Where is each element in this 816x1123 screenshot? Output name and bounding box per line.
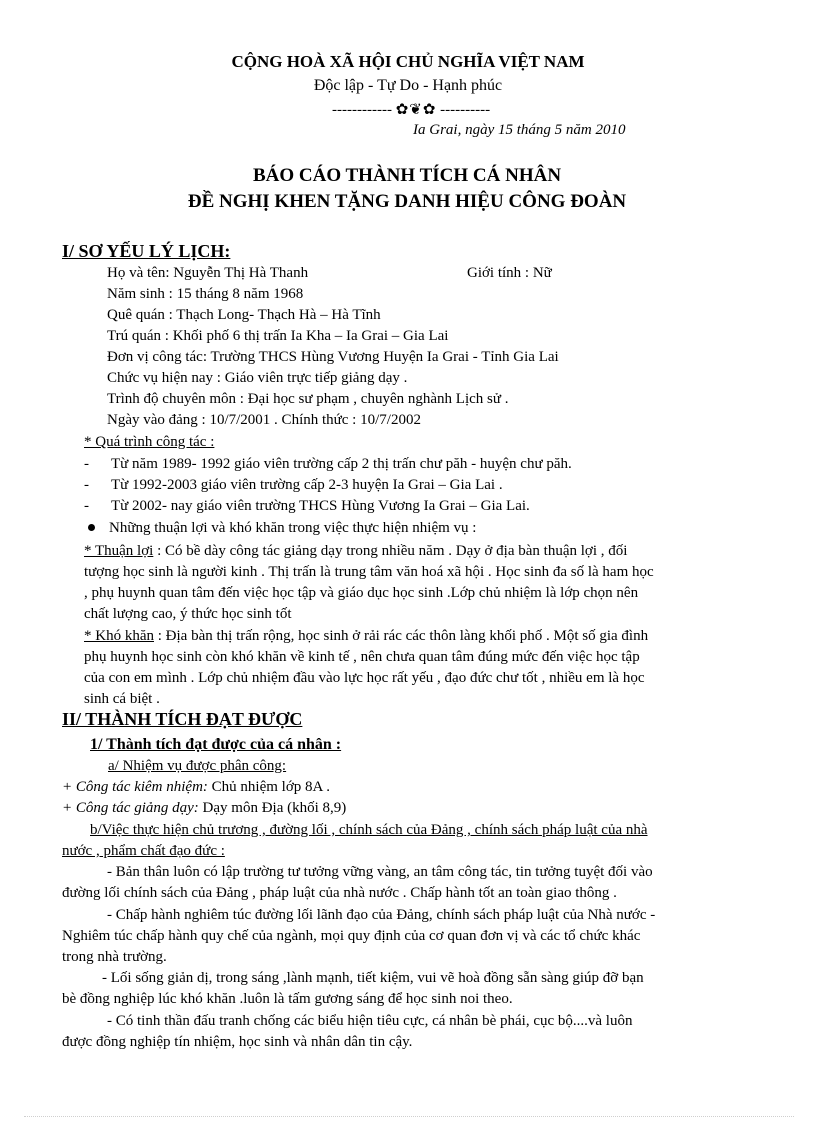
task-label: + Công tác kiêm nhiệm: [62,779,208,795]
field-gender: Giới tính : Nữ [467,265,552,281]
report-title: BÁO CÁO THÀNH TÍCH CÁ NHÂN [252,165,562,186]
advantage-line [84,541,627,561]
field-party: Ngày vào đảng : 10/7/2001 . Chính thức : 10/7/2002 [107,412,421,428]
career-item: - Từ 2002- nay giáo viên trường THCS Hùng Vương Ia Grai – Gia Lai. [111,496,530,516]
paragraph-line: - Có tinh thần đấu tranh chống các biểu hiện tiêu cực, cá nhân bè phái, cục bộ....và luôn [107,1013,633,1029]
country-name: CỘNG HOÀ XÃ HỘI CHỦ NGHĨA VIỆT NAM [231,52,585,71]
section1-heading: I/ SƠ YẾU LÝ LỊCH: [62,241,231,261]
task-value: Dạy môn Địa (khối 8,9) [198,800,347,816]
difficulty-text: của con em mình . Lớp chủ nhiệm đầu vào lực học rất yếu , đạo đức chư tốt , nhiều em là học [84,670,645,686]
task-value: Chủ nhiệm lớp 8A . [207,779,331,795]
difficulty-text: sinh cá biệt . [84,691,160,707]
separator-left: ------------ [332,102,392,118]
subsection-heading: 1/ Thành tích đạt được của cá nhân : [90,736,342,753]
field-hometown: Quê quán : Thạch Long- Thạch Hà – Hà Tĩnh [107,307,381,323]
paragraph-line: bè đồng nghiệp lúc khó khăn .luôn là tấm gương sáng để học sinh noi theo. [62,991,513,1007]
paragraph-line: - Chấp hành nghiêm túc đường lối lãnh đạo của Đảng, chính sách pháp luật của Nhà nước - [107,907,656,923]
report-subtitle: ĐỀ NGHỊ KHEN TẶNG DANH HIỆU CÔNG ĐOÀN [187,191,627,212]
career-item: - Từ năm 1989- 1992 giáo viên trường cấp 2 thị trấn chư păh - huyện chư păh. [111,454,572,474]
bullet-text: Những thuận lợi và khó khăn trong việc thực hiện nhiệm vụ : [109,520,477,536]
paragraph-line: được đồng nghiệp tín nhiệm, học sinh và nhân dân tin cậy. [62,1034,413,1050]
document-date: Ia Grai, ngày 15 tháng 5 năm 2010 [413,122,626,138]
field-birth: Năm sinh : 15 tháng 8 năm 1968 [107,286,304,302]
paragraph-line: Nghiêm túc chấp hành quy chế của ngành, mọi quy định của cơ quan đơn vị và các tổ chức khác [62,928,641,944]
career-item: - Từ 1992-2003 giáo viên trường cấp 2-3 huyện Ia Grai – Gia Lai . [111,475,503,495]
difficulty-text: : Địa bàn thị trấn rộng, học sinh ở rải rác các thôn làng khối phố . Một số gia đình [154,628,649,644]
ornament-icon: ✿❦✿ [395,102,437,118]
task-extra-duty [62,777,330,797]
separator-right: ---------- [440,102,491,118]
field-name: Họ và tên: Nguyễn Thị Hà Thanh [107,265,309,281]
bullet-icon [88,524,95,531]
field-education: Trình độ chuyên môn : Đại học sư phạm , chuyên nghành Lịch sử . [107,391,509,407]
paragraph-line: trong nhà trường. [62,949,167,965]
policy-heading: b/Việc thực hiện chủ trương , đường lối , chính sách của Đảng , chính sách pháp luật của nhà [90,822,648,838]
advantage-text: , phụ huynh quan tâm đến việc học tập và giáo dục học sinh .Lớp chủ nhiệm là lớp chọn nên [84,585,639,601]
paragraph-line: - Lối sống giản dị, trong sáng ,lành mạnh, tiết kiệm, vui vẽ hoà đồng sẵn sàng giúp đỡ bạn [102,970,644,986]
difficulty-label: * Khó khăn [84,628,154,644]
section2-heading: II/ THÀNH TÍCH ĐẠT ĐƯỢC [62,709,303,729]
difficulty-line [84,626,648,646]
task-label: + Công tác giảng dạy: [62,800,199,816]
field-workplace: Đơn vị công tác: Trường THCS Hùng Vương Huyện Ia Grai - Tỉnh Gia Lai [107,349,559,365]
assigned-tasks-heading: a/ Nhiệm vụ được phân công: [108,758,287,774]
advantage-label: * Thuận lợi [84,543,154,559]
field-position: Chức vụ hiện nay : Giáo viên trực tiếp giảng dạy . [107,370,408,386]
paragraph-line: - Bản thân luôn có lập trường tư tưởng vững vàng, an tâm công tác, tin tưởng tuyệt đối vào [107,864,653,880]
advantage-text: tượng học sinh là người kinh . Thị trấn là trung tâm văn hoá xã hội . Học sinh đa số là ham học [84,564,654,580]
policy-heading: nước , phẩm chất đạo đức : [62,843,225,859]
advantage-text: chất lượng cao, ý thức học sinh tốt [84,606,292,622]
page-footer-divider [24,1116,794,1117]
paragraph-line: đường lối chính sách của Đảng , pháp luật của nhà nước . Chấp hành tốt an toàn giao thông . [62,885,617,901]
bullet-item [84,518,476,538]
field-residence: Trú quán : Khối phố 6 thị trấn Ia Kha – Ia Grai – Gia Lai [107,328,449,344]
national-motto: Độc lập - Tự Do - Hạnh phúc [313,77,503,94]
header-separator [332,100,490,119]
task-teaching [62,798,346,818]
advantage-text: : Có bề dày công tác giảng dạy trong nhiều năm . Dạy ở địa bàn thuận lợi , đối [153,543,628,559]
career-heading: * Quá trình công tác : [84,434,215,450]
difficulty-text: phụ huynh học sinh còn khó khăn về kinh tế , nên chưa quan tâm đúng mức đến việc học tập [84,649,640,665]
